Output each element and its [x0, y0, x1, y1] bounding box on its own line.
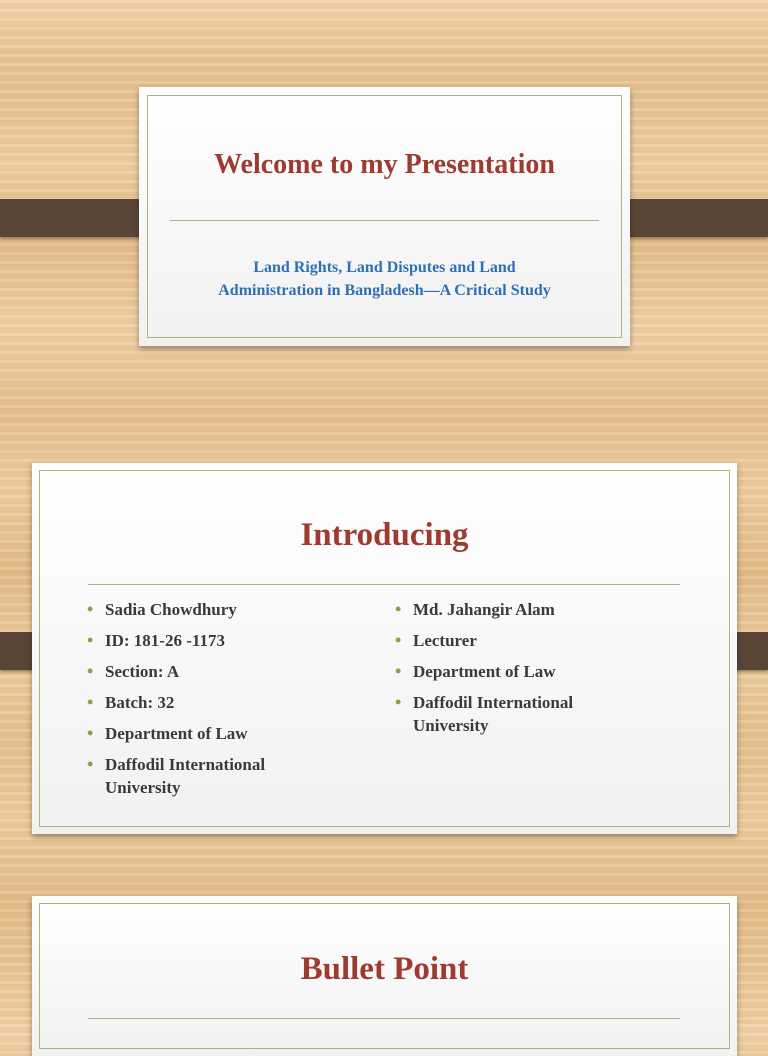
- introducing-heading: Introducing: [300, 517, 469, 553]
- student-info-list: [85, 598, 315, 807]
- list-item: • Batch: 32: [85, 691, 315, 714]
- list-item: • Lecturer: [393, 629, 653, 652]
- list-item: • Department of Law: [85, 722, 315, 745]
- list-item: • Daffodil International University: [393, 691, 653, 737]
- list-item: • Sadia Chowdhury: [85, 598, 315, 621]
- list-item: • Department of Law: [393, 660, 653, 683]
- bullet-point-heading: Bullet Point: [300, 951, 469, 987]
- presentation-subtitle: [139, 256, 630, 302]
- presentation-title: Welcome to my Presentation: [214, 149, 555, 180]
- slide3-divider: [88, 1018, 680, 1019]
- slide1-right-bar: [613, 199, 768, 237]
- list-item: • Section: A: [85, 660, 315, 683]
- list-item: • ID: 181-26 -1173: [85, 629, 315, 652]
- subtitle-line-2: Administration in Bangladesh—A Critical Study: [218, 282, 551, 299]
- supervisor-info-list: [393, 598, 653, 745]
- slide2-divider: [88, 584, 680, 585]
- slide1-divider: [170, 220, 599, 221]
- slide-introducing-card: [32, 463, 737, 834]
- slide-title-card: [139, 87, 630, 346]
- list-item: • Md. Jahangir Alam: [393, 598, 653, 621]
- list-item: • Daffodil International University: [85, 753, 315, 799]
- subtitle-line-1: Land Rights, Land Disputes and Land: [253, 259, 516, 276]
- slide-bullet-point-card: [32, 896, 737, 1056]
- slide1-left-bar: [0, 199, 155, 237]
